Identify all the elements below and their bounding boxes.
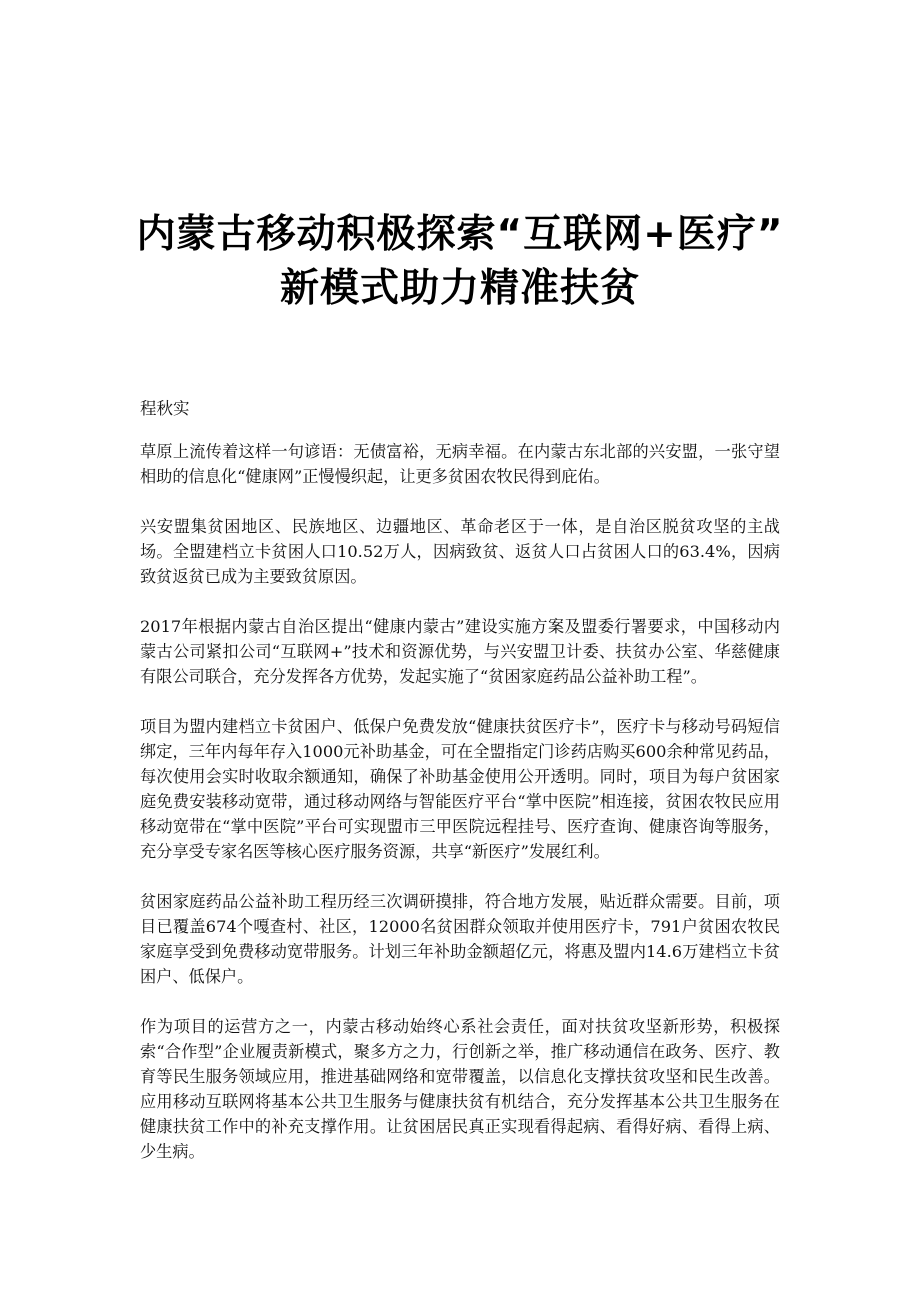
article-body (140, 439, 780, 1189)
article-author: 程秋实 (140, 399, 190, 418)
paragraph-3: 2017年根据内蒙古自治区提出“健康内蒙古”建设实施方案及盟委行署要求，中国移动内蒙古公司紧扣公司“互联网+”技术和资源优势，与兴安盟卫计委、扶贫办公室、华慈健康有限公司联合，充分发挥各方优势，发起实施了“贫困家庭药品公益补助工程”。 (140, 617, 780, 686)
paragraph-2: 兴安盟集贫困地区、民族地区、边疆地区、革命老区于一体，是自治区脱贫攻坚的主战场。全盟建档立卡贫困人口10.52万人，因病致贫、返贫人口占贫困人口的63.4%，因病致贫返贫已成为主要致贫原因。 (140, 517, 780, 586)
article-title-line-2: 新模式助力精准扶贫 (279, 266, 640, 312)
paragraph-5: 贫困家庭药品公益补助工程历经三次调研摸排，符合地方发展，贴近群众需要。目前，项目已覆盖674个嘎查村、社区，12000名贫困群众领取并使用医疗卡，791户贫困农牧民家庭享受到免费移动宽带服务。计划三年补助金额超亿元，将惠及盟内14.6万建档立卡贫困户、低保户。 (140, 892, 780, 986)
article-title-line-1: 内蒙古移动积极探索“互联网+医疗” (136, 212, 784, 258)
paragraph-4: 项目为盟内建档立卡贫困户、低保户免费发放“健康扶贫医疗卡”，医疗卡与移动号码短信绑定，三年内每年存入1000元补助基金，可在全盟指定门诊药店购买600余种常见药品，每次使用会实时收取余额通知，确保了补助基金使用公开透明。同时，项目为每户贫困家庭免费安装移动宽带，通过移动网络与智能医疗平台“掌中医院”相连接，贫困农牧民应用移动宽带在“掌中医院”平台可实现盟市三甲医院远程挂号、医疗查询、健康咨询等服务，充分享受专家名医等核心医疗服务资源，共享“新医疗”发展红利。 (140, 717, 780, 861)
paragraph-6: 作为项目的运营方之一，内蒙古移动始终心系社会责任，面对扶贫攻坚新形势，积极探索“合作型”企业履责新模式，聚多方之力，行创新之举，推广移动通信在政务、医疗、教育等民生服务领域应用，推进基础网络和宽带覆盖，以信息化支撑扶贫攻坚和民生改善。应用移动互联网将基本公共卫生服务与健康扶贫有机结合，充分发挥基本公共卫生服务在健康扶贫工作中的补充支撑作用。让贫困居民真正实现看得起病、看得好病、看得上病、少生病。 (140, 1017, 780, 1161)
article-title (80, 208, 840, 316)
paragraph-1: 草原上流传着这样一句谚语：无债富裕，无病幸福。在内蒙古东北部的兴安盟，一张守望相助的信息化“健康网”正慢慢织起，让更多贫困农牧民得到庇佑。 (140, 442, 780, 486)
